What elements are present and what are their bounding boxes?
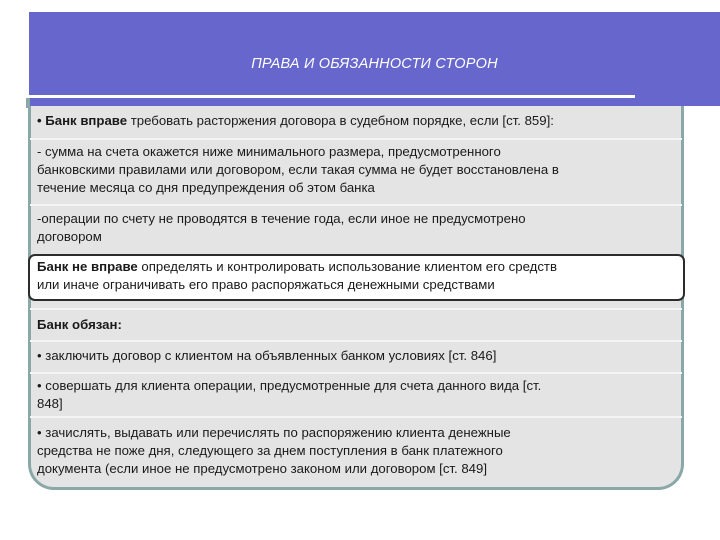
text-line: • зачислять, выдавать или перечислять по распоряжению клиента денежные: [37, 425, 511, 440]
paragraph-no-operations: [37, 210, 677, 246]
separator: [30, 308, 682, 310]
text-line: • заключить договор с клиентом на объявленных банком условиях [ст. 846]: [37, 348, 497, 363]
paragraph-lead: Банк не вправе: [37, 259, 138, 274]
text-line: банковскими правилами или договором, если такая сумма не будет восстановлена в: [37, 162, 559, 177]
separator: [30, 372, 682, 374]
paragraph-min-balance: [37, 143, 677, 197]
text-line: определять и контролировать использование клиентом его средств: [137, 259, 557, 274]
text-line: - сумма на счета окажется ниже минимального размера, предусмотренного: [37, 144, 501, 159]
text-line: средства не поже дня, следующего за днем поступления в банк платежного: [37, 443, 503, 458]
paragraph-bank-may: [37, 112, 677, 130]
separator: [30, 138, 682, 140]
paragraph-lead: • Банк вправе: [37, 113, 128, 128]
paragraph-text: требовать расторжения договора в судебном порядке, если [ст. 859]:: [127, 113, 554, 128]
paragraph-bank-obliged: [37, 316, 677, 334]
header-band: [29, 12, 720, 106]
list-item: [37, 424, 677, 478]
page-title: ПРАВА И ОБЯЗАННОСТИ СТОРОН: [251, 56, 498, 72]
paragraph-lead: Банк обязан:: [37, 317, 122, 332]
header-divider: [29, 95, 635, 98]
paragraph-bank-may-not: [37, 258, 677, 294]
text-line: -операции по счету не проводятся в течение года, если иное не предусмотрено: [37, 211, 526, 226]
separator: [30, 204, 682, 206]
text-line: или иначе ограничивать его право распоряжаться денежными средствами: [37, 277, 495, 292]
text-line: • совершать для клиента операции, предусмотренные для счета данного вида [ст.: [37, 378, 542, 393]
text-line: течение месяца со дня предупреждения об этом банка: [37, 180, 375, 195]
list-item: [37, 347, 677, 365]
text-line: 848]: [37, 396, 63, 411]
text-line: договором: [37, 229, 102, 244]
text-line: документа (если иное не предусмотрено законом или договором [ст. 849]: [37, 461, 488, 476]
separator: [30, 416, 682, 418]
list-item: [37, 377, 677, 413]
separator: [30, 340, 682, 342]
